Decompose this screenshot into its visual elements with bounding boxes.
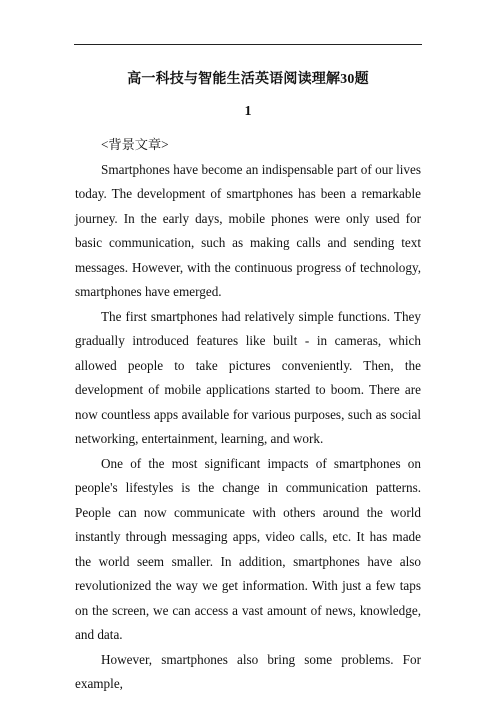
paragraph-1: Smartphones have become an indispensable part of our lives today. The development of smartphones has been a remarkable journey. In the early days, mobile phones were only used for basic communication, such as making calls and sending text messages. However, with the continuous progress of technology, smartphones have emerged. [75,161,421,299]
paragraph-3: One of the most significant impacts of smartphones on people's lifestyles is the change in communication patterns. People can now communicate with others around the world instantly through messaging apps, video calls, etc. It has made the world seem smaller. In addition, smartphones have also revolutionized the way we get information. With just a few taps on the screen, we can access a vast amount of news, knowledge, and data. [75,455,421,642]
header-rule [74,44,422,45]
article-body [75,133,421,697]
question-number: 1 [244,104,252,119]
paragraph-4: However, smartphones also bring some problems. For example, [75,651,421,691]
paragraph-2: The first smartphones had relatively simple functions. They gradually introduced features like built - in cameras, which allowed people to take pictures conveniently. Then, the development of mobile applications started to boom. There are now countless apps available for various purposes, such as social networking, entertainment, learning, and work. [75,308,421,446]
page-title: 高一科技与智能生活英语阅读理解30题 [127,72,369,87]
section-label: <背景文章> [101,137,169,152]
